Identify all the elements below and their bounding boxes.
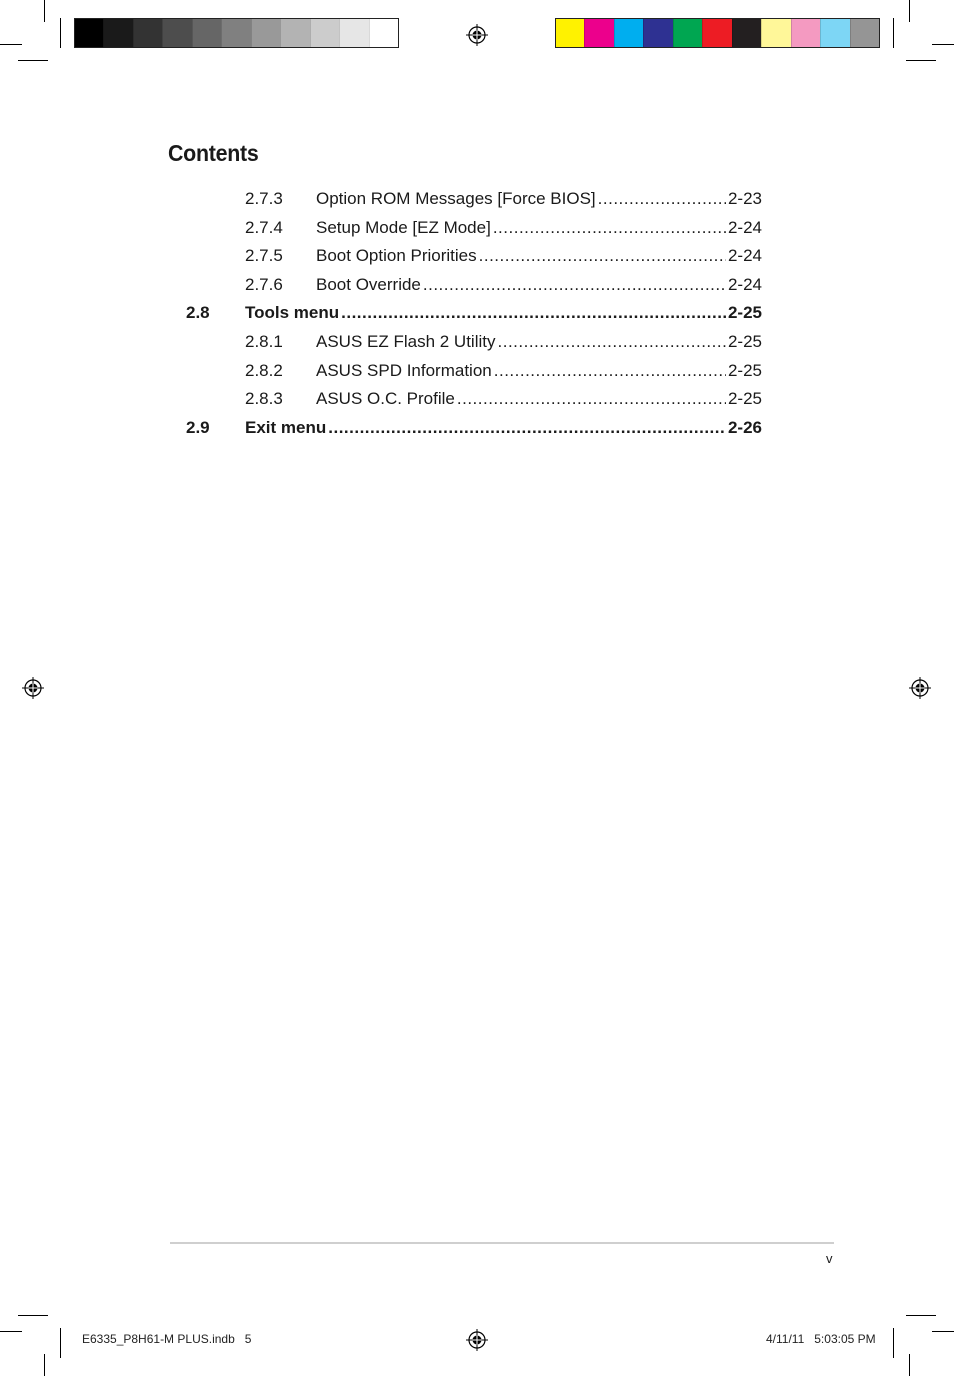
color-swatch bbox=[339, 19, 368, 47]
dot-leader bbox=[494, 357, 726, 385]
color-swatch bbox=[310, 19, 339, 47]
dot-leader bbox=[341, 299, 726, 327]
color-swatch bbox=[732, 19, 761, 47]
color-swatch bbox=[614, 19, 643, 47]
color-swatch bbox=[251, 19, 280, 47]
color-swatch bbox=[133, 19, 162, 47]
color-swatch bbox=[369, 19, 398, 47]
toc-entry-line bbox=[316, 214, 762, 242]
dot-leader bbox=[598, 185, 726, 213]
toc-entry-label: ASUS EZ Flash 2 Utility bbox=[316, 332, 496, 351]
toc-entry-line bbox=[316, 185, 762, 213]
color-swatch bbox=[221, 19, 250, 47]
toc-entry-number: 2.7.5 bbox=[245, 246, 283, 266]
slug-filename: E6335_P8H61-M PLUS.indb 5 bbox=[82, 1332, 252, 1346]
dot-leader bbox=[328, 414, 726, 442]
color-swatch bbox=[791, 19, 820, 47]
toc-entry-label: Tools menu bbox=[245, 303, 340, 323]
color-swatch-bar bbox=[555, 18, 880, 48]
dot-leader bbox=[493, 214, 726, 242]
page-title: Contents bbox=[168, 140, 259, 166]
toc-entry-number: 2.8 bbox=[186, 303, 210, 323]
toc-entry-number: 2.7.3 bbox=[245, 189, 283, 208]
toc-entry-number: 2.8.2 bbox=[245, 360, 283, 380]
toc-entry-line bbox=[316, 242, 762, 270]
toc-entry-page: 2-25 bbox=[727, 332, 762, 351]
toc-entry-page: 2-23 bbox=[727, 189, 762, 208]
crop-mark-icon bbox=[909, 1354, 910, 1376]
toc-entry-page: 2-26 bbox=[727, 417, 762, 437]
toc-entry-line bbox=[316, 328, 762, 356]
color-swatch bbox=[702, 19, 731, 47]
dot-leader bbox=[457, 385, 726, 413]
toc-entry[interactable] bbox=[0, 242, 954, 270]
toc-entry-number: 2.7.4 bbox=[245, 217, 283, 237]
crop-mark-icon bbox=[909, 0, 910, 22]
toc-entry[interactable] bbox=[0, 185, 954, 213]
toc-entry-page: 2-24 bbox=[727, 217, 762, 237]
crop-mark-icon bbox=[60, 18, 61, 48]
color-swatch bbox=[643, 19, 672, 47]
crop-mark-icon bbox=[60, 1328, 61, 1358]
toc-entry-line bbox=[316, 357, 762, 385]
toc-entry-label: ASUS SPD Information bbox=[316, 360, 492, 380]
toc-entry-number: 2.8.3 bbox=[245, 389, 283, 409]
registration-mark-icon bbox=[466, 24, 488, 46]
toc-entry-label: Boot Option Priorities bbox=[316, 246, 477, 266]
dot-leader bbox=[498, 328, 726, 356]
toc-entry[interactable] bbox=[0, 299, 954, 327]
toc-entry-label: Option ROM Messages [Force BIOS] bbox=[316, 189, 596, 208]
crop-mark-icon bbox=[44, 0, 45, 22]
toc-entry[interactable] bbox=[0, 328, 954, 356]
color-swatch bbox=[192, 19, 221, 47]
toc-entry[interactable] bbox=[0, 214, 954, 242]
crop-mark-icon bbox=[18, 60, 48, 61]
toc-entry-number: 2.8.1 bbox=[245, 332, 283, 351]
toc-entry-number: 2.7.6 bbox=[245, 274, 283, 294]
grayscale-swatch-bar bbox=[74, 18, 399, 48]
color-swatch bbox=[820, 19, 849, 47]
toc-entry[interactable] bbox=[0, 271, 954, 299]
footer-rule bbox=[170, 1242, 834, 1244]
dot-leader bbox=[423, 271, 726, 299]
crop-mark-icon bbox=[893, 18, 894, 48]
color-swatch bbox=[162, 19, 191, 47]
crop-mark-icon bbox=[932, 44, 954, 45]
toc-entry-line bbox=[245, 414, 762, 442]
toc-entry-line bbox=[316, 271, 762, 299]
toc-entry-page: 2-25 bbox=[727, 303, 762, 323]
color-swatch bbox=[673, 19, 702, 47]
crop-mark-icon bbox=[44, 1354, 45, 1376]
color-swatch bbox=[850, 19, 879, 47]
crop-mark-icon bbox=[18, 1315, 48, 1316]
toc-entry-line bbox=[245, 299, 762, 327]
crop-mark-icon bbox=[906, 60, 936, 61]
toc-entry-page: 2-24 bbox=[727, 246, 762, 266]
color-swatch bbox=[280, 19, 309, 47]
toc-entry-label: Boot Override bbox=[316, 274, 421, 294]
page-number: v bbox=[826, 1251, 833, 1266]
crop-mark-icon bbox=[0, 1331, 22, 1332]
toc-entry[interactable] bbox=[0, 357, 954, 385]
toc-entry-number: 2.9 bbox=[186, 417, 210, 437]
registration-mark-icon bbox=[466, 1329, 488, 1351]
color-swatch bbox=[584, 19, 613, 47]
toc-entry-label: Setup Mode [EZ Mode] bbox=[316, 217, 491, 237]
registration-mark-icon bbox=[909, 677, 931, 699]
toc-entry[interactable] bbox=[0, 414, 954, 442]
color-swatch bbox=[761, 19, 790, 47]
slug-datetime: 4/11/11 5:03:05 PM bbox=[766, 1332, 876, 1346]
toc-entry-page: 2-25 bbox=[727, 389, 762, 409]
toc-entry-page: 2-24 bbox=[727, 274, 762, 294]
registration-mark-icon bbox=[22, 677, 44, 699]
toc-entry[interactable] bbox=[0, 385, 954, 413]
toc-entry-label: Exit menu bbox=[245, 417, 327, 437]
toc-entry-line bbox=[316, 385, 762, 413]
color-swatch bbox=[75, 19, 103, 47]
crop-mark-icon bbox=[932, 1331, 954, 1332]
color-swatch bbox=[556, 19, 584, 47]
toc-entry-page: 2-25 bbox=[727, 360, 762, 380]
color-swatch bbox=[103, 19, 132, 47]
toc-entry-label: ASUS O.C. Profile bbox=[316, 389, 455, 409]
crop-mark-icon bbox=[906, 1315, 936, 1316]
dot-leader bbox=[479, 242, 726, 270]
crop-mark-icon bbox=[893, 1328, 894, 1358]
crop-mark-icon bbox=[0, 44, 22, 45]
